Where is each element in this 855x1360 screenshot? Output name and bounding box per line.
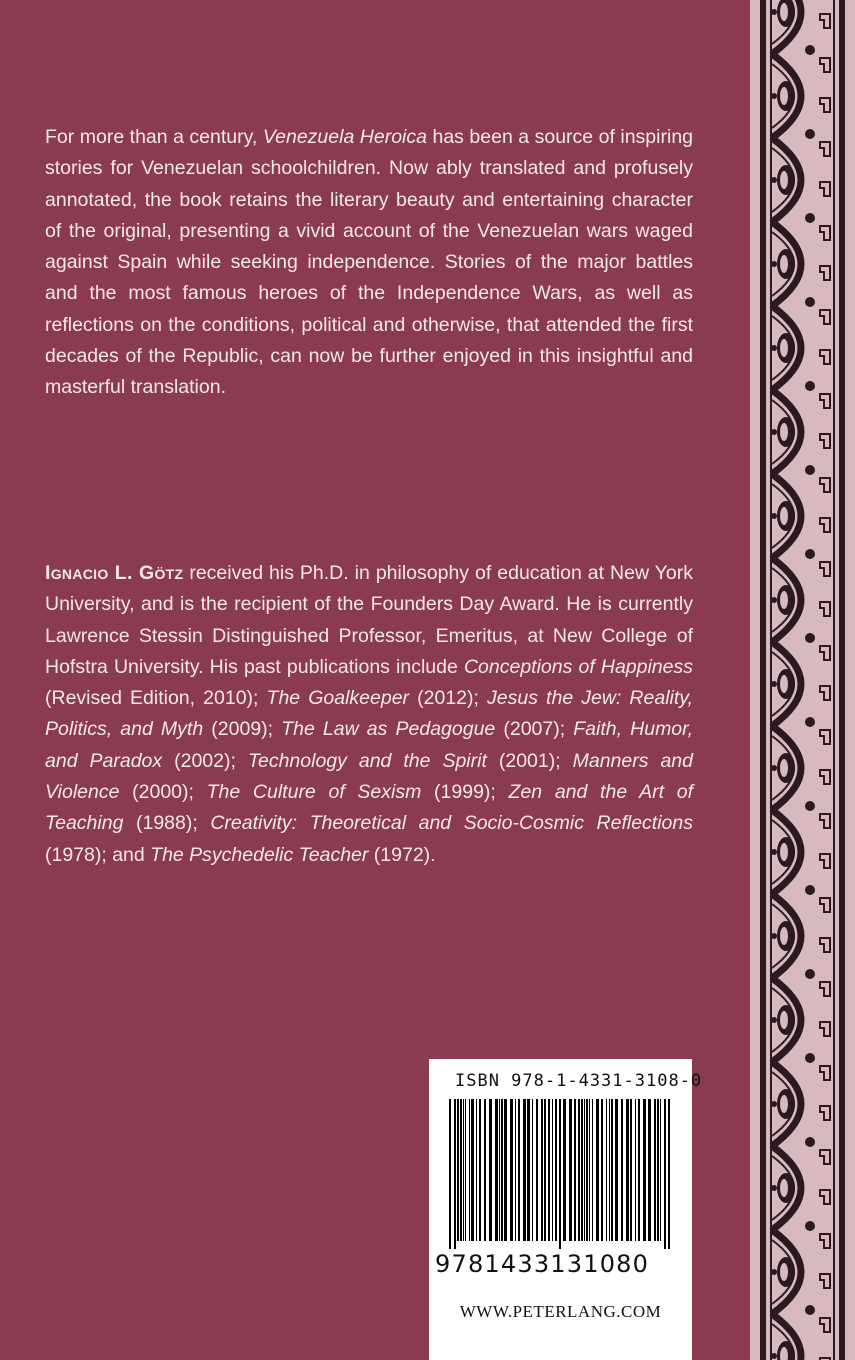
barcode-bar	[581, 1099, 583, 1241]
publication-title: Technology and the Spirit	[247, 749, 487, 772]
barcode-bar	[555, 1099, 557, 1241]
publisher-website: WWW.PETERLANG.COM	[459, 1302, 662, 1321]
barcode-bar	[589, 1099, 590, 1241]
barcode-bar	[630, 1099, 632, 1241]
barcode-bar	[592, 1099, 593, 1241]
publication-year: (2002);	[162, 749, 248, 772]
barcode-bar	[606, 1099, 607, 1241]
barcode-bar	[559, 1099, 561, 1249]
barcode-bar	[489, 1099, 492, 1241]
barcode-bar	[586, 1099, 588, 1241]
barcode-bar	[544, 1099, 546, 1241]
barcode-bar	[510, 1099, 513, 1241]
publication-year: (2012);	[409, 687, 488, 710]
barcode-bar	[523, 1099, 526, 1241]
author-name: Ignacio L. Götz	[45, 562, 184, 584]
barcode-bar	[469, 1099, 470, 1241]
barcode-bar	[615, 1099, 618, 1241]
publication-year: (2000);	[119, 781, 207, 804]
barcode-bar	[532, 1099, 533, 1241]
barcode-image	[449, 1099, 674, 1249]
barcode-bar	[495, 1099, 498, 1241]
publication-year: (2009);	[203, 718, 282, 741]
barcode-bar	[626, 1099, 629, 1241]
barcode-bar	[454, 1099, 456, 1249]
barcode-bar	[515, 1099, 516, 1241]
barcode-panel	[429, 1059, 703, 1360]
barcode-bar	[611, 1099, 613, 1241]
barcode-bar	[463, 1099, 464, 1241]
barcode-bar	[664, 1099, 666, 1249]
isbn-label: ISBN 978-1-4331-3108-0	[455, 1071, 703, 1091]
publication-year: (1999);	[421, 781, 509, 804]
publications-list	[45, 656, 693, 866]
description-body: has been a source of inspiring stories for Venezuelan schoolchildren. Now ably translated and profusely annotated, the book retains the literary beauty and entertaining character of the original, presenting a vivid account of the Venezuelan wars waged against Spain while seeking independence. Stories of the major battles and the most famous heroes of the Independence Wars, as well as reflections on the conditions, political and otherwise, that attended the first decades of the Republic, can now be further enjoyed in this insightful and masterful translation.	[45, 126, 694, 399]
book-description	[45, 122, 693, 404]
barcode-bar	[476, 1099, 477, 1241]
barcode-bar	[638, 1099, 640, 1241]
barcode-bar	[460, 1099, 462, 1241]
barcode-bar	[501, 1099, 503, 1241]
barcode-bar	[578, 1099, 580, 1241]
barcode-bar	[527, 1099, 530, 1241]
barcode-bar	[541, 1099, 543, 1241]
bio-intro: received his Ph.D. in philosophy of education at New York University, and is the recipient of the Founders Day Award. He is currently Lawrence Stessin Distinguished Professor, Emeritus, at New College of Hofstra University. His past publications include	[45, 562, 693, 678]
description-intro: For more than a century,	[45, 126, 263, 148]
publication-title: The Psychedelic Teacher	[150, 843, 369, 866]
barcode-bar	[660, 1099, 661, 1241]
publication-title: Creativity: Theoretical and Socio-Cosmic Reflections	[210, 812, 693, 835]
barcode-bar	[465, 1099, 466, 1241]
publication-title: The Law as Pedagogue	[281, 718, 496, 741]
barcode-bar	[648, 1099, 651, 1241]
publication-year: (2007);	[495, 718, 574, 741]
barcode-bar	[563, 1099, 566, 1241]
barcode-bar	[657, 1099, 659, 1241]
publication-title: The Goalkeeper	[266, 687, 410, 710]
publication-title: Jesus the Jew: Reality, Politics, and Myth	[45, 687, 694, 741]
publication-year: (2001);	[486, 749, 573, 772]
barcode-bar	[635, 1099, 636, 1241]
isbn-digits: 9781433131080	[435, 1250, 650, 1278]
publication-title: The Culture of Sexism	[206, 781, 422, 804]
publication-title: Faith, Humor, and Paradox	[45, 718, 693, 772]
author-bio	[45, 558, 693, 871]
barcode-bar	[574, 1099, 576, 1241]
publication-title: Zen and the Art of Teaching	[45, 781, 693, 835]
barcode-bar	[504, 1099, 507, 1241]
decorative-border	[750, 0, 855, 1360]
barcode-bar	[449, 1099, 451, 1249]
barcode-bar	[479, 1099, 481, 1241]
barcode-bar	[601, 1099, 603, 1241]
barcode-bar	[609, 1099, 610, 1241]
barcode-bar	[471, 1099, 474, 1241]
publication-title: Conceptions of Happiness	[463, 655, 693, 678]
barcode-bar	[552, 1099, 553, 1241]
publication-year: (1988);	[123, 812, 211, 835]
book-title-italic: Venezuela Heroica	[262, 126, 427, 148]
barcode-bar	[596, 1099, 599, 1241]
barcode-bar	[643, 1099, 646, 1241]
barcode-bar	[654, 1099, 656, 1241]
barcode-bar	[536, 1099, 538, 1241]
barcode-bar	[484, 1099, 486, 1241]
publication-year: (1978); and	[45, 843, 151, 866]
publication-year: (Revised Edition, 2010);	[45, 687, 267, 710]
barcode-bar	[457, 1099, 459, 1241]
barcode-bar	[499, 1099, 500, 1241]
publication-year: (1972).	[368, 843, 436, 866]
publication-title: Manners and Violence	[45, 749, 693, 804]
barcode-bar	[668, 1099, 670, 1249]
barcode-bar	[584, 1099, 585, 1241]
barcode-bar	[548, 1099, 550, 1241]
ornamental-pattern	[750, 0, 855, 1360]
barcode-bar	[621, 1099, 623, 1241]
barcode-bar	[518, 1099, 520, 1241]
barcode-bar	[569, 1099, 572, 1241]
